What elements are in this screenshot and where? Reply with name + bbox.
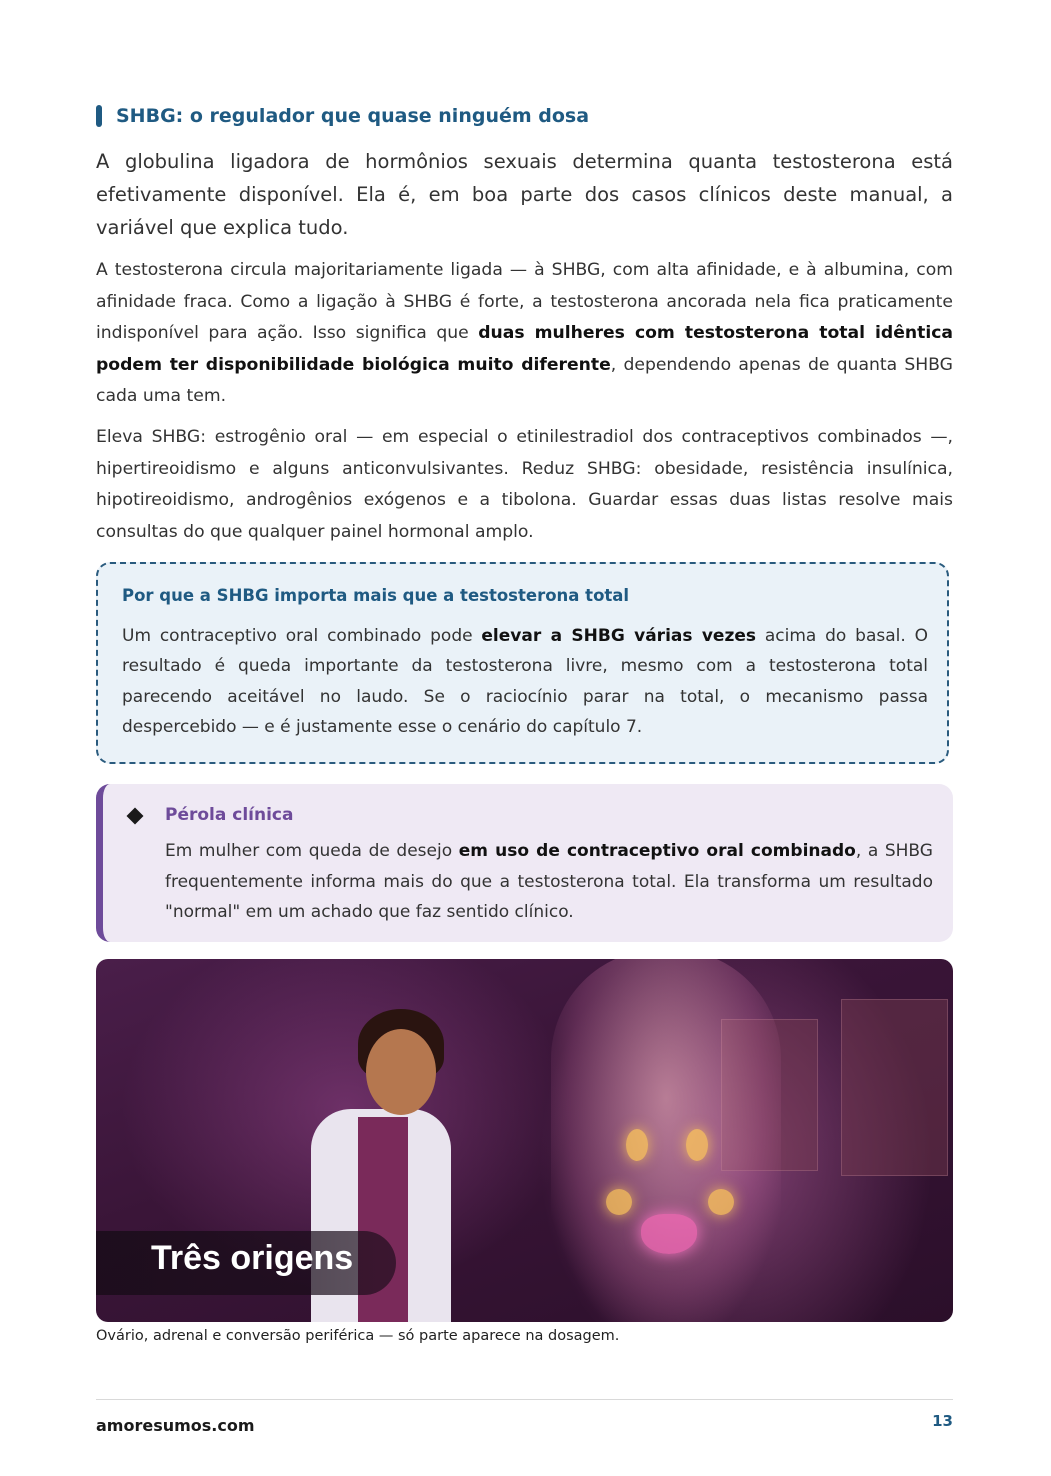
pearl-body [165,836,933,928]
callout-emphasis: elevar a SHBG várias vezes [481,626,756,646]
page-number: 13 [932,1412,953,1430]
adrenal-organ [686,1129,708,1161]
doctor-head [366,1029,436,1115]
paragraph-binding [96,255,953,413]
pearl-emphasis: em uso de contraceptivo oral combinado [458,841,856,861]
callout-text-end: acima do basal. O resultado é queda importante da testosterona livre, mesmo com a testosterona total parecendo aceitável no laudo. Se o raciocínio parar na total, o mecanismo passa despercebido — e é justamente esse o cenário do capítulo 7. [122,626,928,737]
pearl-text-end: , a SHBG frequentemente informa mais do que a testosterona total. Ela transforma um resultado "normal" em um achado que faz sentido clínico. [165,841,933,922]
callout-title: Por que a SHBG importa mais que a testosterona total [122,586,630,605]
clinical-pearl-box [96,784,953,942]
para1-text: A testosterona circula majoritariamente ligada — à SHBG, com alta afinidade, e à albumina, com afinidade fraca. Como a ligação à SHBG é forte, a testosterona ancorada nela fica praticamente indisponível para ação. Isso significa que [96,260,953,343]
section-title-text: SHBG: o regulador que quase ninguém dosa [116,105,590,127]
figure-label: Três origens [151,1239,354,1277]
footer-site: amoresumos.com [96,1416,255,1435]
paragraph-shbg-lists: Eleva SHBG: estrogênio oral — em especial o etinilestradiol dos contraceptivos combinados —, hipertireoidismo e alguns anticonvulsivantes. Reduz SHBG: obesidade, resistência insulínica, hipotireoidismo, androgênios exógenos e a tibolona. Guardar essas duas listas resolve mais consultas do que qualquer painel hormonal amplo. [96,427,953,542]
illustration-figure [96,959,953,1322]
ovary-organ [708,1189,734,1215]
para1-emphasis: duas mulheres com testosterona total idêntica podem ter disponibilidade biológica muito diferente [96,323,953,375]
lead-paragraph: A globulina ligadora de hormônios sexuais determina quanta testosterona está efetivamente disponível. Ela é, em boa parte dos casos clínicos deste manual, a variável que explica tudo. [96,150,953,239]
section-heading [96,104,589,128]
ovary-organ [606,1189,632,1215]
para1-text-end: , dependendo apenas de quanta SHBG cada uma tem. [96,354,953,406]
diamond-icon [127,808,144,825]
figure-caption: Ovário, adrenal e conversão periférica — só parte aparece na dosagem. [96,1328,620,1344]
anatomy-poster [841,999,948,1176]
uterus-organ [641,1214,697,1254]
glowing-body-figure [551,959,781,1322]
footer-divider [96,1399,953,1400]
callout-body [122,621,928,742]
info-callout-box [96,562,949,764]
adrenal-organ [626,1129,648,1161]
heading-accent-bar [96,105,102,127]
pearl-title: Pérola clínica [165,805,294,825]
pearl-text: Em mulher com queda de desejo [165,841,459,861]
callout-text: Um contraceptivo oral combinado pode [122,626,482,646]
